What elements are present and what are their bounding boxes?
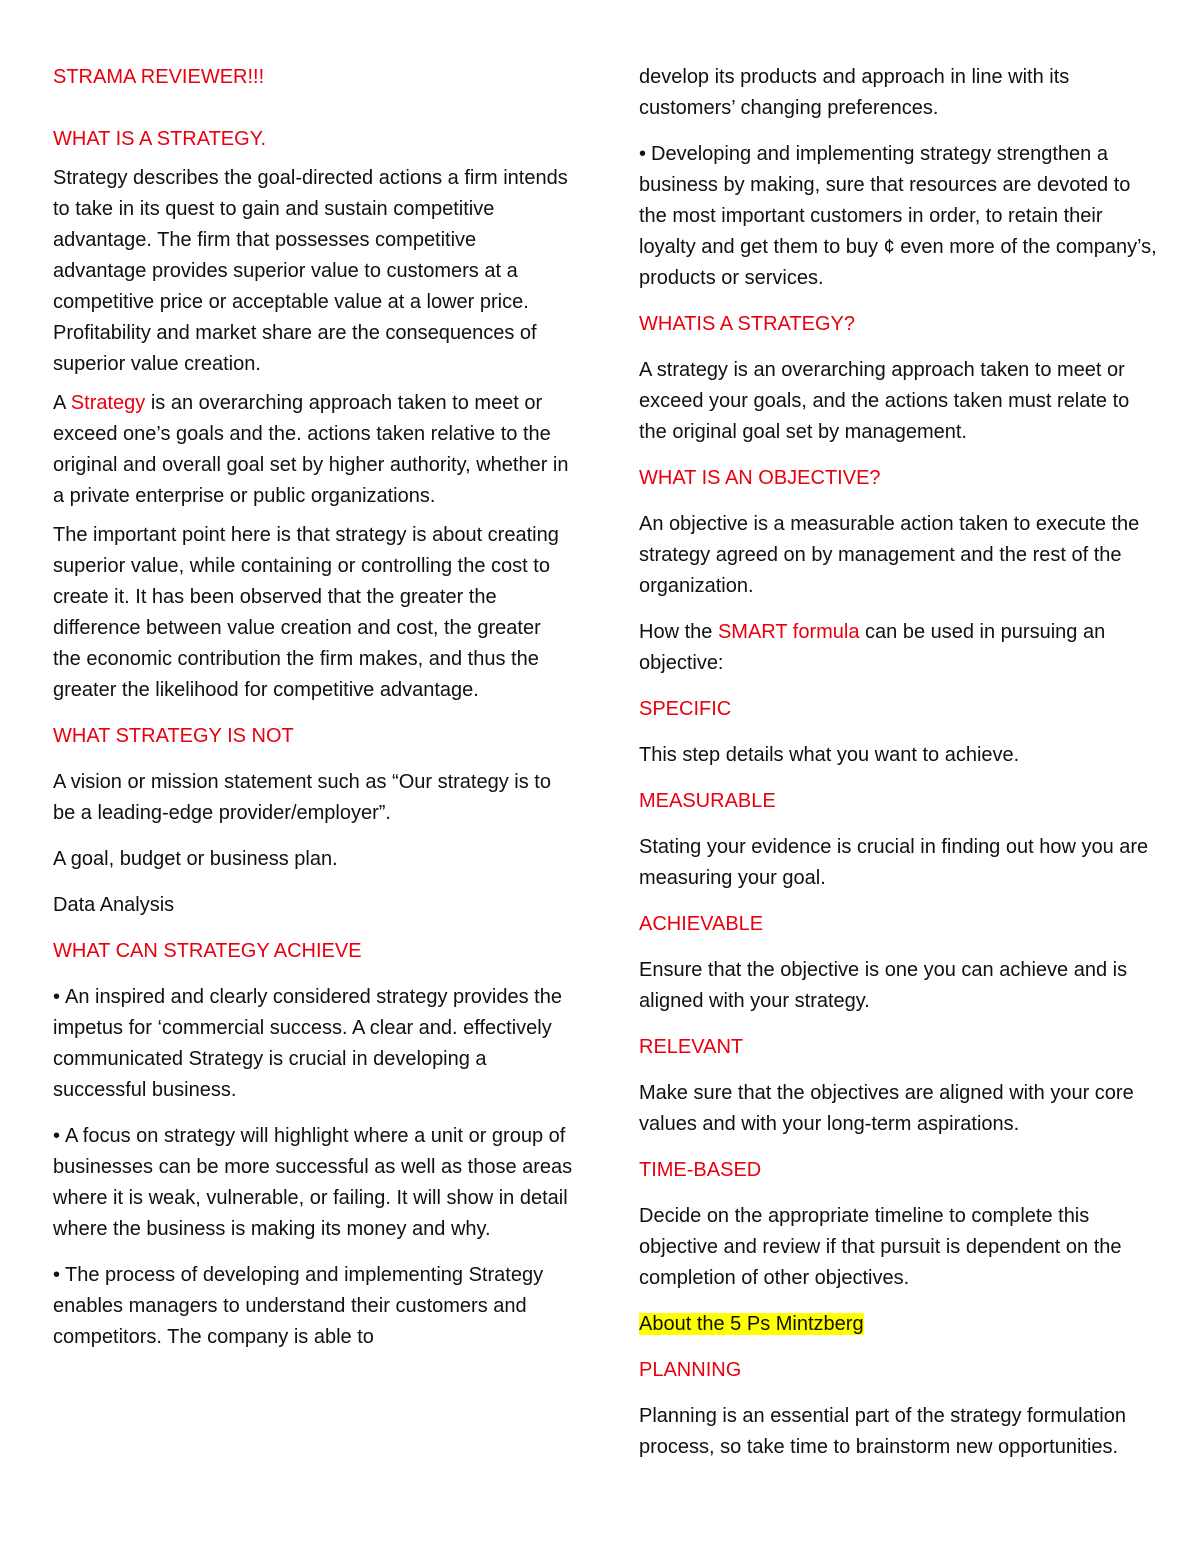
highlighted-heading: About the 5 Ps Mintzberg bbox=[639, 1313, 864, 1335]
bullet-item bbox=[53, 1260, 573, 1353]
paragraph-achievable: Ensure that the objective is one you can achieve and is aligned with your strategy. bbox=[639, 959, 1128, 1012]
heading-achievable: ACHIEVABLE bbox=[639, 913, 764, 935]
bullet-text: • Developing and implementing strategy strengthen a business by making, sure that resources are devoted to the most important customers in order, to retain their loyalty and get them to buy ¢ even more of the company’s, products or services. bbox=[639, 143, 1157, 289]
paragraph-measurable: Stating your evidence is crucial in finding out how you are measuring your goal. bbox=[639, 836, 1149, 889]
keyword-smart: SMART formula bbox=[717, 621, 860, 643]
heading-specific: SPECIFIC bbox=[639, 698, 732, 720]
paragraph-strategy-approach bbox=[53, 388, 573, 512]
paragraph-specific: This step details what you want to achieve. bbox=[639, 744, 1020, 766]
bullet-item bbox=[639, 139, 1159, 294]
heading-5ps bbox=[639, 1309, 1159, 1340]
heading-objective: WHAT IS AN OBJECTIVE? bbox=[639, 467, 881, 489]
text: A bbox=[53, 392, 71, 414]
heading-what-is-strategy: WHAT IS A STRATEGY. bbox=[53, 128, 267, 150]
paragraph-whatis-strategy: A strategy is an overarching approach taken to meet or exceed your goals, and the actions taken must relate to the original goal set by management. bbox=[639, 359, 1130, 443]
heading-planning: PLANNING bbox=[639, 1359, 742, 1381]
text: can be used in pursuing an objective: bbox=[639, 621, 1106, 674]
text: is an overarching approach taken to meet or exceed one’s goals and the. actions taken relative to the original and overall goal set by higher authority, whether in a private enterprise or public organizations. bbox=[53, 392, 569, 507]
item-vision-mission: A vision or mission statement such as “Our strategy is to be a leading-edge provider/employer”. bbox=[53, 771, 551, 824]
bullet-text: • An inspired and clearly considered strategy provides the impetus for ‘commercial success. A clear and. effectively communicated Strategy is crucial in developing a successful business. bbox=[53, 986, 562, 1101]
bullet-continuation: develop its products and approach in line with its customers’ changing preferences. bbox=[639, 66, 1070, 119]
paragraph-objective: An objective is a measurable action taken to execute the strategy agreed on by management and the rest of the organization. bbox=[639, 513, 1140, 597]
heading-relevant: RELEVANT bbox=[639, 1036, 744, 1058]
bullet-item bbox=[53, 982, 573, 1106]
heading-strategy-is-not: WHAT STRATEGY IS NOT bbox=[53, 725, 294, 747]
paragraph-planning: Planning is an essential part of the strategy formulation process, so take time to brainstorm new opportunities. bbox=[639, 1405, 1126, 1458]
document-title: STRAMA REVIEWER!!! bbox=[53, 66, 265, 88]
paragraph-time-based: Decide on the appropriate timeline to complete this objective and review if that pursuit is dependent on the completion of other objectives. bbox=[639, 1205, 1122, 1289]
item-data-analysis: Data Analysis bbox=[53, 894, 175, 916]
heading-time-based: TIME-BASED bbox=[639, 1159, 762, 1181]
bullet-item bbox=[53, 1121, 573, 1245]
heading-measurable: MEASURABLE bbox=[639, 790, 776, 812]
paragraph-relevant: Make sure that the objectives are aligned with your core values and with your long-term aspirations. bbox=[639, 1082, 1134, 1135]
spacer bbox=[53, 108, 573, 124]
heading-strategy-achieve: WHAT CAN STRATEGY ACHIEVE bbox=[53, 940, 362, 962]
item-goal-budget: A goal, budget or business plan. bbox=[53, 848, 338, 870]
left-column bbox=[53, 62, 573, 1368]
paragraph-superior-value: The important point here is that strategy is about creating superior value, while containing or controlling the cost to create it. It has been observed that the greater the difference between value creation and cost, the greater the economic contribution the firm makes, and thus the greater the likelihood for competitive advantage. bbox=[53, 524, 559, 701]
text: How the bbox=[639, 621, 718, 643]
paragraph-smart bbox=[639, 617, 1159, 679]
bullet-text: • A focus on strategy will highlight where a unit or group of businesses can be more successful as well as those areas where it is weak, vulnerable, or failing. It will show in detail where the business is making its money and why. bbox=[53, 1125, 572, 1240]
bullet-text: • The process of developing and implementing Strategy enables managers to understand their customers and competitors. The company is able to bbox=[53, 1264, 543, 1348]
paragraph-strategy-definition: Strategy describes the goal-directed actions a firm intends to take in its quest to gain and sustain competitive advantage. The firm that possesses competitive advantage provides superior value to customers at a competitive price or acceptable value at a lower price. Profitability and market share are the consequences of superior value creation. bbox=[53, 167, 568, 375]
keyword-strategy: Strategy bbox=[70, 392, 146, 414]
right-column bbox=[639, 62, 1159, 1478]
heading-whatis-strategy: WHATIS A STRATEGY? bbox=[639, 313, 855, 335]
